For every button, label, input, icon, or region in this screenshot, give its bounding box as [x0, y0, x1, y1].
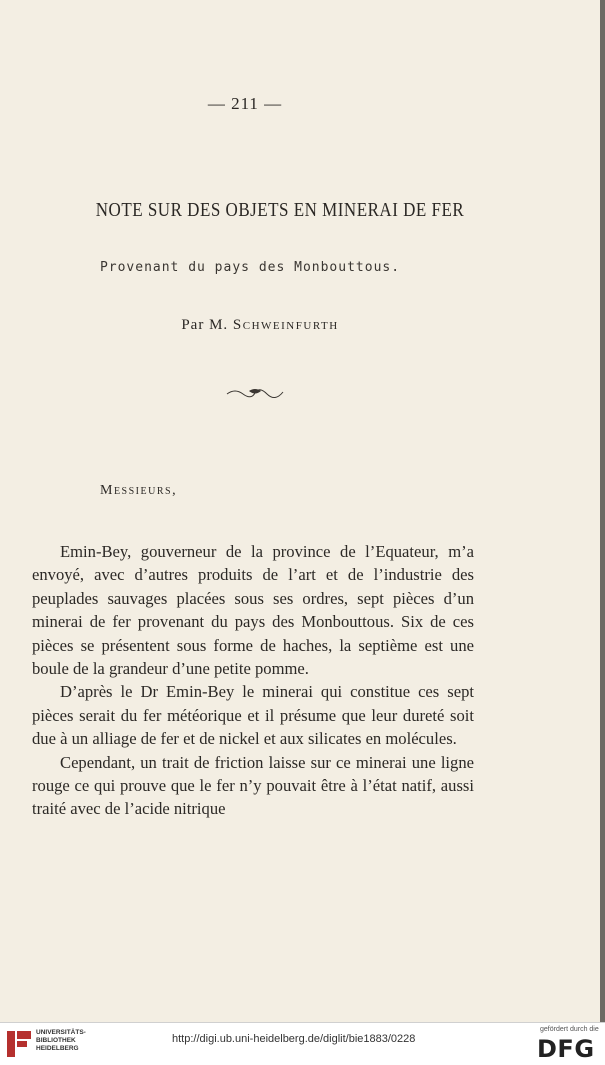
sponsor-text: gefördert durch die [540, 1026, 599, 1033]
byline [60, 317, 460, 334]
byline-prefix: Par M. [181, 317, 229, 333]
paragraph: Cependant, un trait de friction laisse sur ce minerai une ligne rouge ce qui prouve que le fer n’y pouvait être à l’état natif, aussi traité avec de l’acide nitrique [32, 752, 474, 819]
article-subtitle: Provenant du pays des Monbouttous. [99, 260, 401, 275]
article-title: NOTE SUR DES OBJETS EN MINERAI DE FER [95, 198, 465, 221]
byline-author: Schweinfurth [232, 317, 339, 333]
salutation: Messieurs, [100, 483, 178, 498]
library-name: UNIVERSITÄTS- BIBLIOTHEK HEIDELBERG [36, 1029, 86, 1052]
dfg-logo: DFG [537, 1035, 595, 1063]
library-logo-icon [6, 1029, 32, 1059]
paragraph: Emin-Bey, gouverneur de la province de l’Equateur, m’a envoyé, avec d’autres produits de l’art et de l’industrie des peuplades sauvages placées sous ses ordres, sept pièces d’un minerai de fer provenant du pays des Monbouttous. Six de ces pièces se présentent sous forme de haches, la septième est une boule de la grandeur d’une petite pomme. [32, 542, 474, 679]
paragraph: D’après le Dr Emin-Bey le minerai qui constitue ces sept pièces serait du fer météorique et il présume que leur dureté soit due à un alliage de fer et de nickel et aux silicates en molécules. [32, 682, 474, 749]
page-edge [600, 0, 605, 1022]
footer-bar [0, 1022, 605, 1065]
ornament-icon [225, 386, 285, 400]
page-url-link[interactable]: http://digi.ub.uni-heidelberg.de/diglit/bie1883/0228 [172, 1033, 416, 1045]
page-number: — 211 — [207, 94, 283, 113]
body-text [32, 540, 474, 821]
